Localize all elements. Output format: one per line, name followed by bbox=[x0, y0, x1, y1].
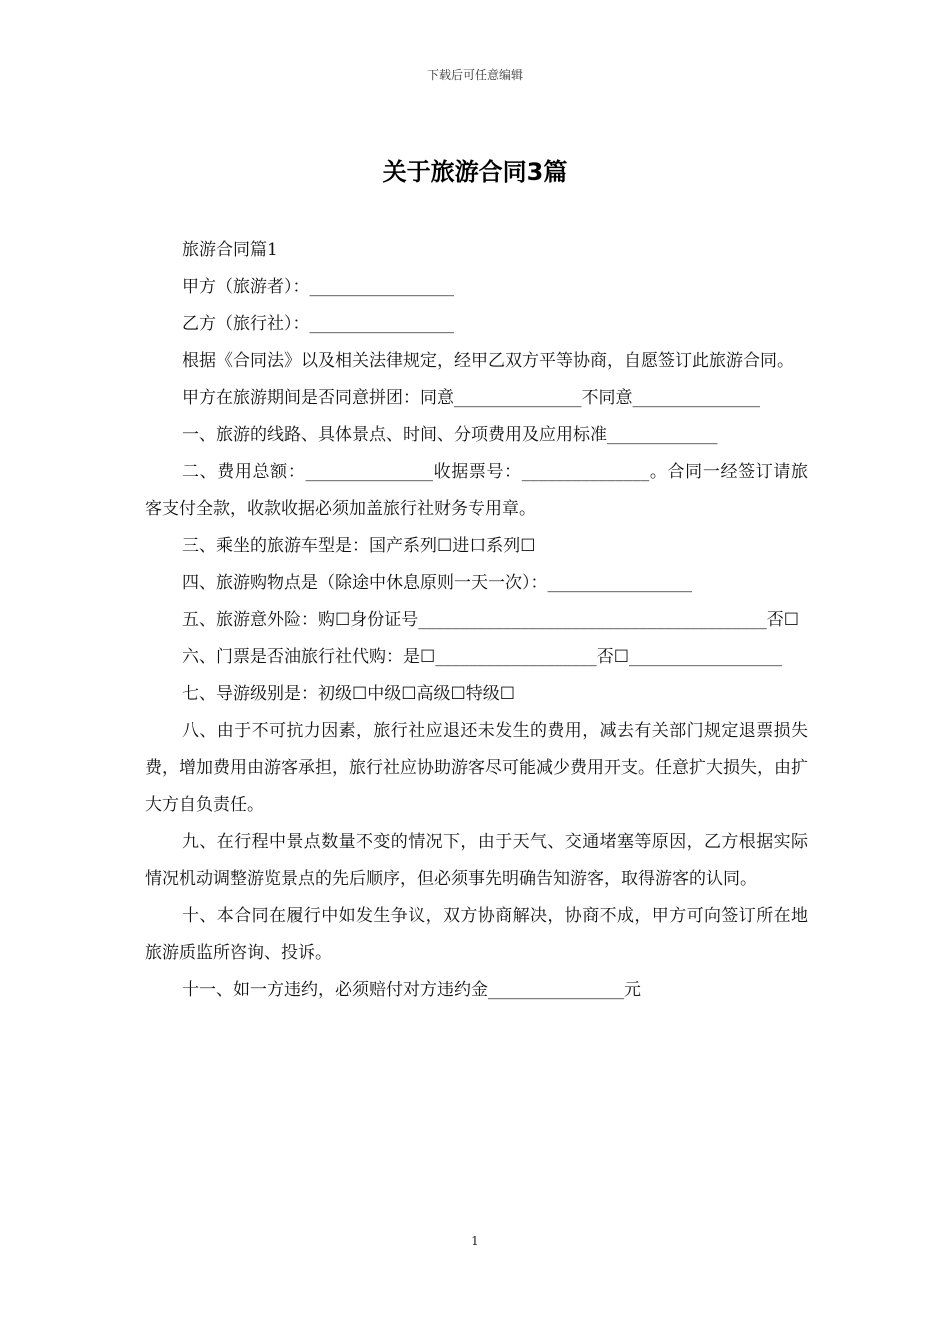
page-number: 1 bbox=[471, 1234, 479, 1248]
clause-3: 三、乘坐的旅游车型是：国产系列☐进口系列☐ bbox=[182, 536, 536, 556]
document-title: 关于旅游合同3篇 bbox=[382, 158, 568, 186]
clause-8: 八、由于不可抗力因素，旅行社应退还未发生的费用，减去有关部门规定退票损失费，增加费用由游客承担，旅行社应协助游客尽可能减少费用开支。任意扩大损失，由扩大方自负责任。 bbox=[145, 721, 808, 815]
clause-1: 一、旅游的线路、具体景点、时间、分项费用及应用标准_____________ bbox=[182, 425, 718, 445]
clause-2: 二、费用总额：_______________收据票号：_______________。合同一经签订请旅客支付全款，收款收据必须加盖旅行社财务专用章。 bbox=[145, 462, 808, 519]
document-body bbox=[145, 232, 808, 1009]
preamble-paragraph: 根据《合同法》以及相关法律规定，经甲乙双方平等协商，自愿签订此旅游合同。 bbox=[182, 351, 794, 371]
clause-6: 六、门票是否油旅行社代购：是☐___________________否☐__________________ bbox=[182, 647, 782, 667]
clause-4: 四、旅游购物点是（除途中休息原则一天一次）：_________________ bbox=[182, 573, 692, 593]
group-consent-line: 甲方在旅游期间是否同意拼团：同意_______________不同意_______________ bbox=[182, 388, 760, 408]
clause-5: 五、旅游意外险：购☐身份证号_________________________________________否☐ bbox=[182, 610, 799, 630]
party-a-line: 甲方（旅游者）：_________________ bbox=[182, 277, 454, 297]
clause-10: 十、本合同在履行中如发生争议，双方协商解决，协商不成，甲方可向签订所在地旅游质监所咨询、投诉。 bbox=[145, 906, 808, 963]
clause-7: 七、导游级别是：初级☐中级☐高级☐特级☐ bbox=[182, 684, 515, 704]
clause-9: 九、在行程中景点数量不变的情况下，由于天气、交通堵塞等原因，乙方根据实际情况机动调整游览景点的先后顺序，但必须事先明确告知游客，取得游客的认同。 bbox=[145, 832, 808, 889]
section-heading: 旅游合同篇1 bbox=[182, 240, 278, 260]
clause-11: 十一、如一方违约，必须赔付对方违约金________________元 bbox=[182, 980, 641, 1000]
party-b-line: 乙方（旅行社）：_________________ bbox=[182, 314, 454, 334]
page-header: 下载后可任意编辑 bbox=[426, 68, 523, 82]
